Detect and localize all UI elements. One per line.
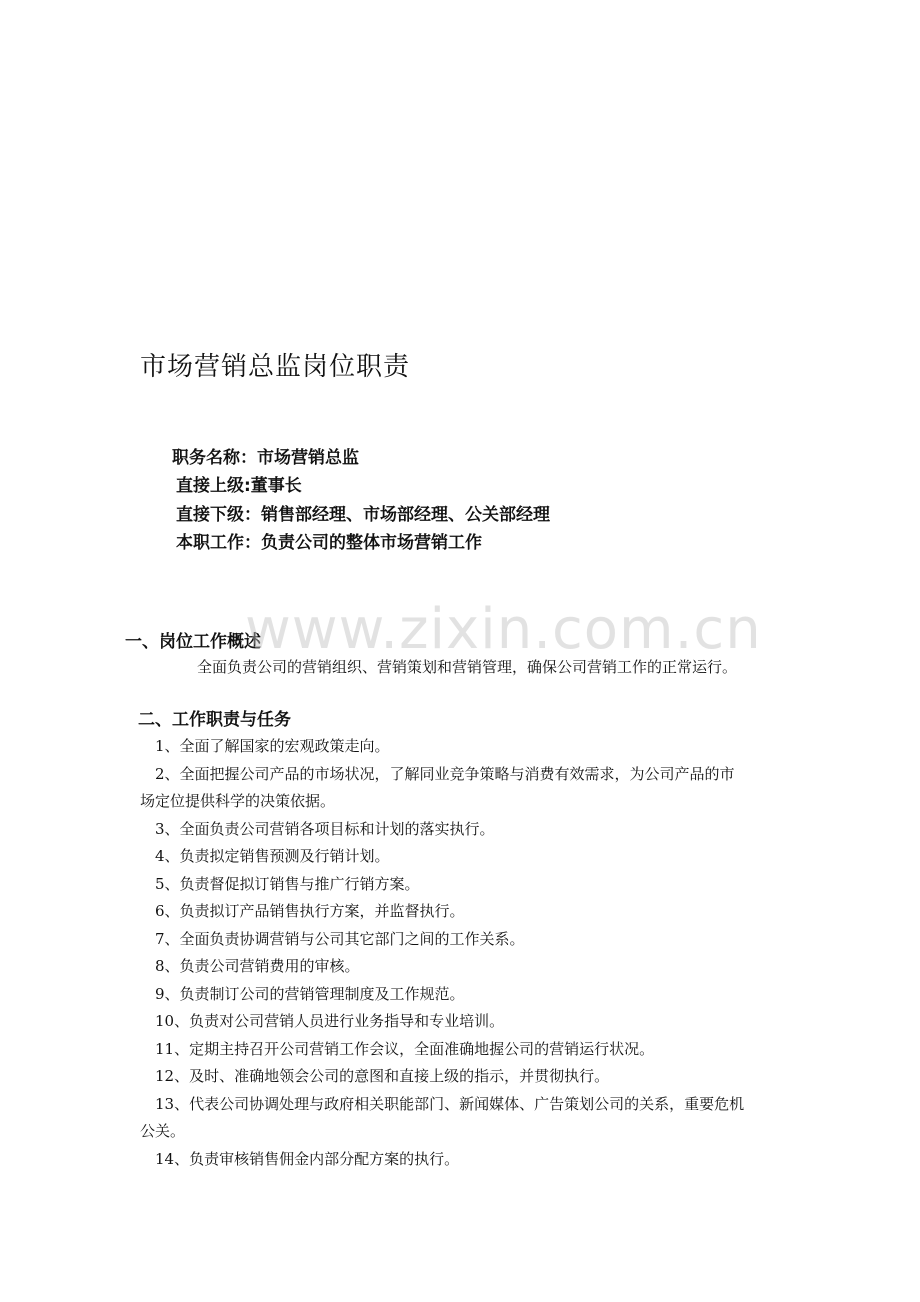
duty-item-text: 3、全面负责公司营销各项目标和计划的落实执行。 xyxy=(155,819,495,838)
duty-item xyxy=(140,1091,795,1146)
duty-item-text: 12、及时、准确地领会公司的意图和直接上级的指示，并贯彻执行。 xyxy=(155,1067,610,1085)
duty-item-text: 6、负责拟订产品销售执行方案，并监督执行。 xyxy=(155,902,465,920)
direct-subordinates: 直接下级：销售部经理、市场部经理、公关部经理 xyxy=(176,505,550,525)
duty-list xyxy=(140,733,795,1173)
duty-item-text: 9、负责制订公司的营销管理制度及工作规范。 xyxy=(155,984,465,1003)
duty-item xyxy=(155,733,795,761)
document-title: 市场营销总监岗位职责 xyxy=(140,352,411,382)
duty-item xyxy=(155,953,795,981)
duty-item-continuation: 公关。 xyxy=(140,1122,186,1140)
duty-item xyxy=(155,926,795,954)
duty-item xyxy=(155,1063,795,1091)
duty-item-text: 4、负责拟定销售预测及行销计划。 xyxy=(155,847,390,865)
direct-superior: 直接上级:董事长 xyxy=(176,476,302,496)
duty-item xyxy=(155,981,795,1009)
duty-item xyxy=(155,816,795,844)
duty-item-text: 2、全面把握公司产品的市场状况，了解同业竞争策略与消费有效需求，为公司产品的市 xyxy=(155,764,735,783)
duty-item xyxy=(155,1008,795,1036)
duty-item-text: 13、代表公司协调处理与政府相关职能部门、新闻媒体、广告策划公司的关系，重要危机 xyxy=(155,1094,745,1113)
duty-item xyxy=(155,1036,795,1064)
duty-item xyxy=(140,761,795,816)
duty-item-continuation: 场定位提供科学的决策依据。 xyxy=(140,792,336,810)
duty-item xyxy=(155,1146,795,1174)
duty-item xyxy=(155,843,795,871)
duty-item-text: 11、定期主持召开公司营销工作会议，全面准确地握公司的营销运行状况。 xyxy=(155,1039,655,1058)
duty-item-text: 1、全面了解国家的宏观政策走向。 xyxy=(155,737,390,755)
duty-item-text: 5、负责督促拟订销售与推广行销方案。 xyxy=(155,874,420,893)
duty-item xyxy=(155,871,795,899)
duty-item-text: 7、全面负责协调营销与公司其它部门之间的工作关系。 xyxy=(155,929,525,948)
section-1-summary: 全面负责公司的营销组织、营销策划和营销管理，确保公司营销工作的正常运行。 xyxy=(197,658,738,676)
position-name: 职务名称：市场营销总监 xyxy=(172,448,359,468)
watermark: www.zixin.com.cn xyxy=(245,597,762,662)
duty-item-text: 10、负责对公司营销人员进行业务指导和专业培训。 xyxy=(155,1012,505,1030)
duty-item-text: 8、负责公司营销费用的审核。 xyxy=(155,957,360,975)
section-1-heading: 一、岗位工作概述 xyxy=(125,632,261,652)
main-work: 本职工作：负责公司的整体市场营销工作 xyxy=(176,533,482,553)
duty-item xyxy=(155,898,795,926)
section-2-heading: 二、工作职责与任务 xyxy=(138,710,291,730)
duty-item-text: 14、负责审核销售佣金内部分配方案的执行。 xyxy=(155,1149,460,1168)
